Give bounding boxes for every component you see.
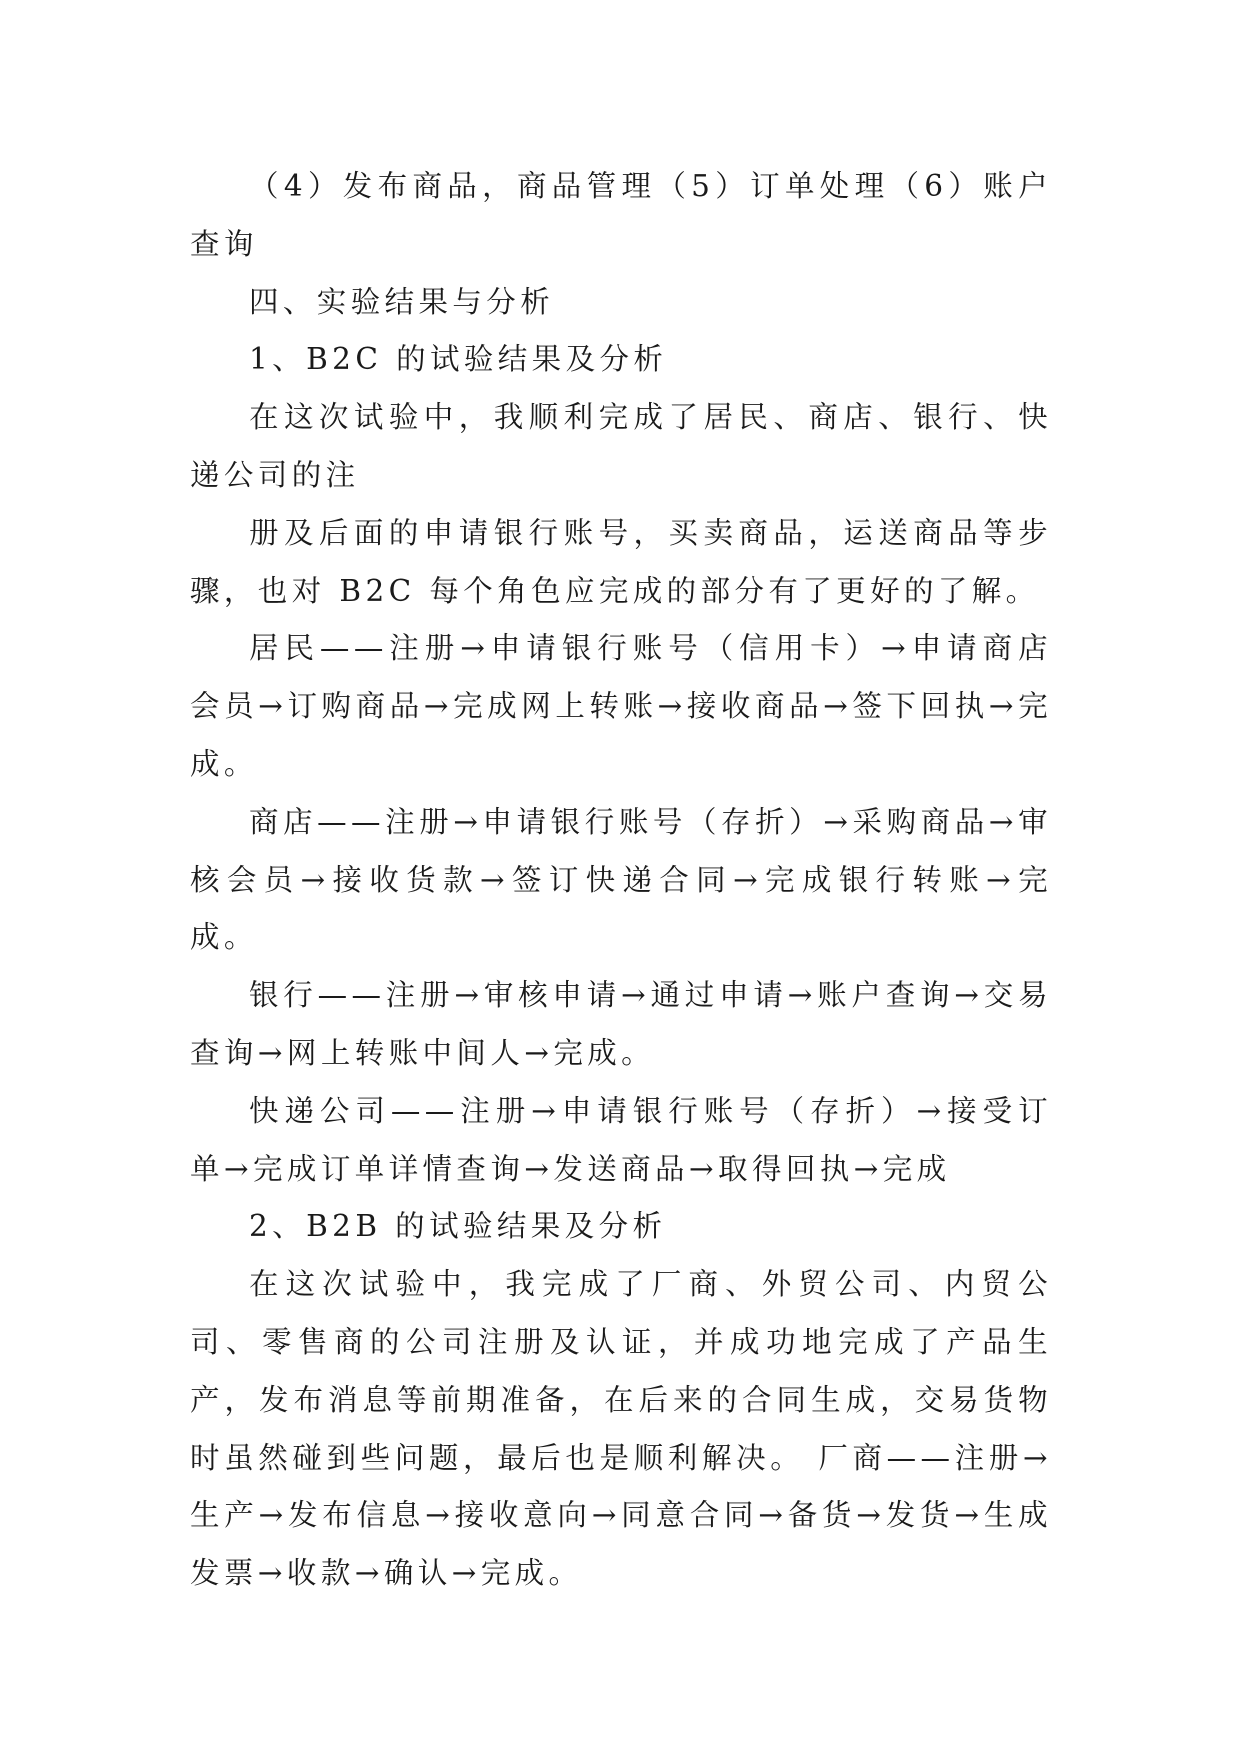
paragraph-courier-flow: 快递公司——注册→申请银行账号（存折）→接受订单→完成订单详情查询→发送商品→取得回执→完成 [190, 1093, 1052, 1186]
paragraph-functions-list: （4）发布商品，商品管理（5）订单处理（6）账户查询 [190, 169, 1052, 261]
document-body [190, 158, 1052, 1603]
paragraph-b2b-results: 在这次试验中，我完成了厂商、外贸公司、内贸公司、零售商的公司注册及认证，并成功地完成了产品生产，发布消息等前期准备，在后来的合同生成，交易货物时虽然碰到些问题，最后也是顺利解决。 厂商——注册→生产→发布信息→接收意向→同意合同→备货→发货→生成发票→收款→确认→完成。 [190, 1267, 1052, 1591]
paragraph-store-flow: 商店——注册→申请银行账号（存折）→采购商品→审核会员→接收货款→签订快递合同→完成银行转账→完成。 [190, 804, 1052, 955]
section-heading-results: 四、实验结果与分析 [249, 284, 555, 319]
paragraph-b2c-intro: 在这次试验中，我顺利完成了居民、商店、银行、快递公司的注 [190, 400, 1052, 492]
paragraph-bank-flow: 银行——注册→审核申请→通过申请→账户查询→交易查询→网上转账中间人→完成。 [190, 978, 1052, 1070]
subheading-b2b: 2、B2B 的试验结果及分析 [249, 1209, 667, 1244]
subheading-b2c: 1、B2C 的试验结果及分析 [249, 342, 668, 377]
paragraph-resident-flow: 居民——注册→申请银行账号（信用卡）→申请商店会员→订购商品→完成网上转账→接收商品→签下回执→完成。 [190, 631, 1052, 781]
paragraph-b2c-steps: 册及后面的申请银行账号，买卖商品，运送商品等步骤，也对 B2C 每个角色应完成的部分有了更好的了解。 [190, 515, 1052, 608]
